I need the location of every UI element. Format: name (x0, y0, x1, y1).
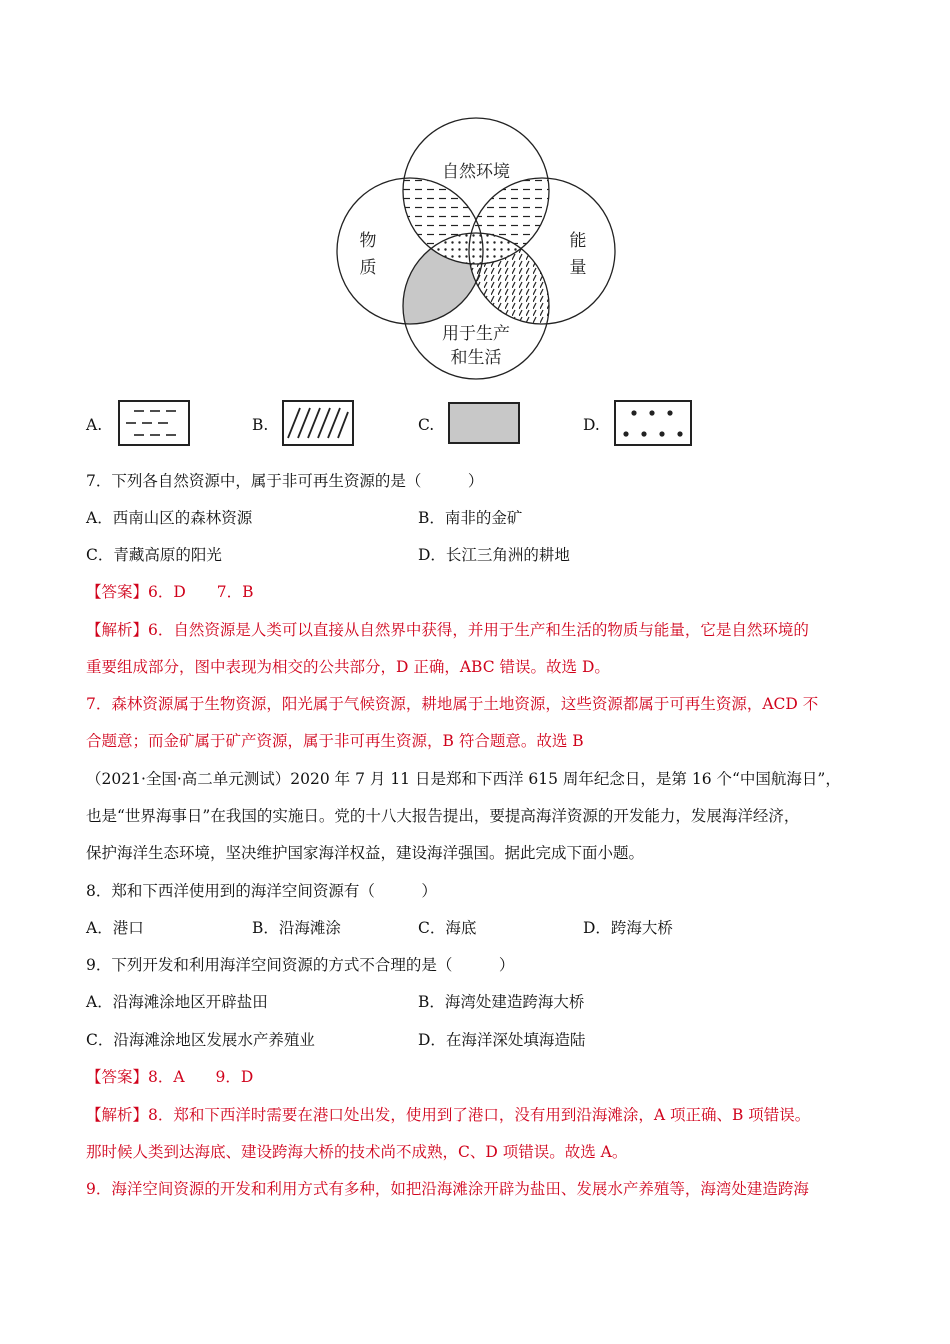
explanation-6-line1: 【解析】6．自然资源是人类可以直接从自然界中获得，并用于生产和生活的物质与能量，它是自然环境的 (86, 621, 809, 639)
explanation-7-line1: 7．森林资源属于生物资源，阳光属于气候资源，耕地属于土地资源，这些资源都属于可再生资源，ACD 不 (86, 695, 819, 713)
q7-stem: 7．下列各自然资源中，属于非可再生资源的是（ ） (86, 472, 484, 490)
q9-option-d: D．在海洋深处填海造陆 (418, 1031, 586, 1049)
answer-8-9: 【答案】8．A 9．D (86, 1068, 254, 1086)
label-material-2: 质 (359, 258, 377, 277)
q6-option-b-hatch-box (282, 400, 354, 446)
q6-option-d-dots-box (614, 400, 692, 446)
q7-option-c: C．青藏高原的阳光 (86, 546, 222, 564)
label-energy-1: 能 (569, 231, 587, 250)
answer-6-7: 【答案】6．D 7．B (86, 583, 254, 601)
q6-option-b-label: B. (252, 416, 269, 434)
q8-option-c: C．海底 (418, 919, 477, 937)
q7-option-b: B．南非的金矿 (418, 509, 523, 527)
explanation-8-line2: 那时候人类到达海底、建设跨海大桥的技术尚不成熟，C、D 项错误。故选 A。 (86, 1143, 628, 1161)
q8-option-b: B．沿海滩涂 (252, 919, 341, 937)
explanation-6-line2: 重要组成部分，图中表现为相交的公共部分，D 正确，ABC 错误。故选 D。 (86, 658, 610, 676)
explanation-9-line1: 9．海洋空间资源的开发和利用方式有多种，如把沿海滩涂开辟为盐田、发展水产养殖等，海湾处建造跨海 (86, 1180, 809, 1198)
passage-line2: 也是“世界海事日”在我国的实施日。党的十八大报告提出，要提高海洋资源的开发能力，发展海洋经济， (86, 807, 800, 825)
q9-option-b: B．海湾处建造跨海大桥 (418, 993, 585, 1011)
explanation-7-line2: 合题意；而金矿属于矿产资源，属于非可再生资源，B 符合题意。故选 B (86, 732, 584, 750)
q9-stem: 9．下列开发和利用海洋空间资源的方式不合理的是（ ） (86, 956, 515, 974)
q6-option-a-dash-box (118, 400, 190, 446)
q7-option-d: D．长江三角洲的耕地 (418, 546, 570, 564)
q8-option-a: A．港口 (86, 919, 144, 937)
q7-option-a: A．西南山区的森林资源 (86, 509, 253, 527)
q6-option-c-gray-box (448, 402, 520, 444)
q8-stem: 8．郑和下西洋使用到的海洋空间资源有（ ） (86, 882, 437, 900)
passage-line3: 保护海洋生态环境，坚决维护国家海洋权益，建设海洋强国。据此完成下面小题。 (86, 844, 645, 862)
label-natural-environment: 自然环境 (442, 162, 510, 181)
q9-option-a: A．沿海滩涂地区开辟盐田 (86, 993, 268, 1011)
explanation-8-line1: 【解析】8．郑和下西洋时需要在港口处出发，使用到了港口，没有用到沿海滩涂，A 项正确、B 项错误。 (86, 1106, 811, 1124)
q9-option-c: C．沿海滩涂地区发展水产养殖业 (86, 1031, 315, 1049)
label-production-2: 和生活 (450, 348, 502, 367)
label-production-1: 用于生产 (442, 324, 510, 343)
label-material-1: 物 (359, 231, 377, 250)
q6-option-c-label: C. (418, 416, 435, 434)
label-energy-2: 量 (569, 258, 587, 277)
passage-line1: （2021·全国·高二单元测试）2020 年 7 月 11 日是郑和下西洋 615 周年纪念日，是第 16 个“中国航海日”， (86, 770, 841, 788)
venn-diagram (330, 113, 620, 385)
q8-option-d: D．跨海大桥 (583, 919, 673, 937)
q6-option-a-label: A. (86, 416, 103, 434)
q6-option-d-label: D. (583, 416, 600, 434)
